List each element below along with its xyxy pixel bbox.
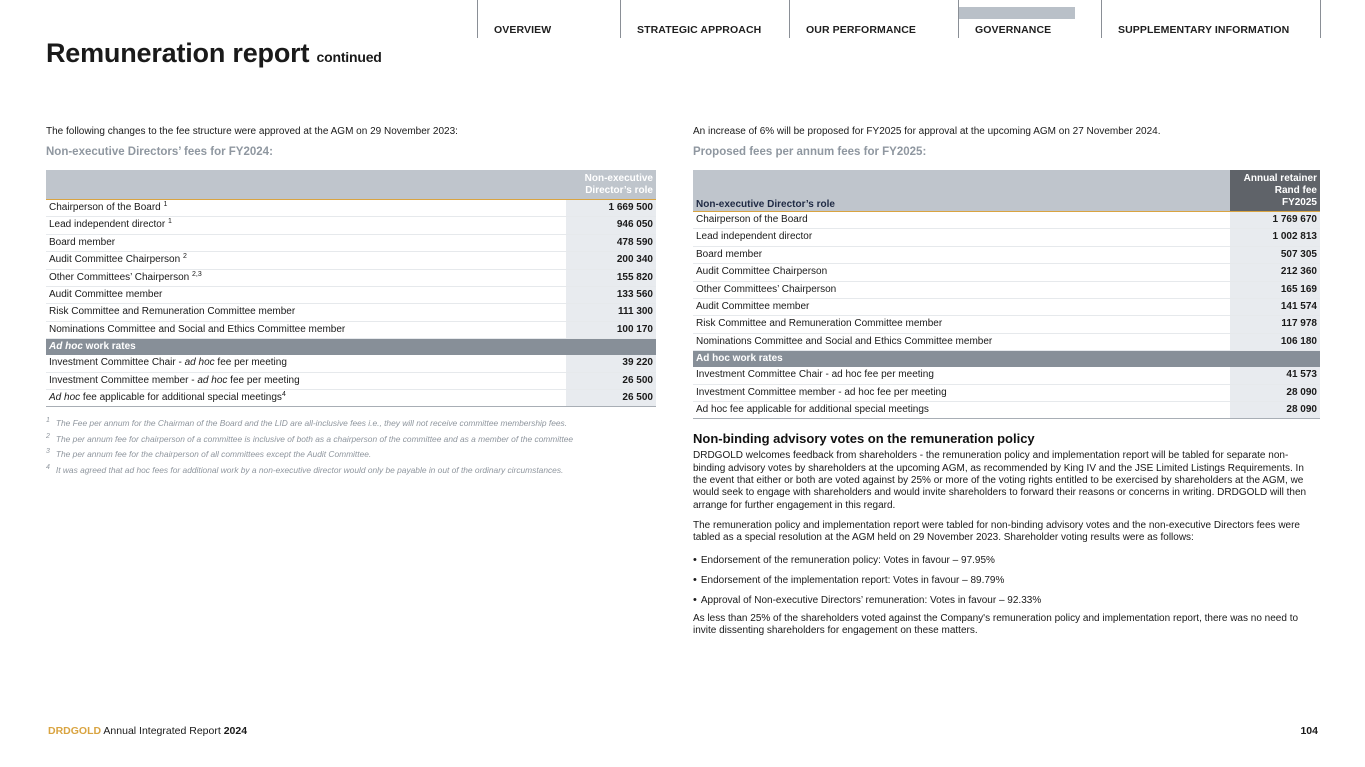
footnote-ref: 4 (281, 391, 286, 399)
role-cell: Investment Committee member - ad hoc fee per meeting (693, 384, 1230, 401)
nav-tab-label: SUPPLEMENTARY INFORMATION (1118, 24, 1290, 36)
role-cell: Chairperson of the Board (693, 212, 1230, 229)
footer-brand: DRDGOLD (48, 725, 102, 737)
role-cell (46, 304, 566, 321)
list-item (693, 593, 1320, 613)
footnote-ref: 2 (182, 253, 187, 261)
adhoc-band-text: work rates (82, 341, 136, 353)
header-line: FY2025 (1281, 197, 1317, 208)
page-number: 104 (1300, 725, 1318, 737)
role-cell (46, 269, 566, 286)
role-text: Nominations Committee and Social and Ethics Committee member (49, 323, 346, 335)
role-cell: Other Committees’ Chairperson (693, 281, 1230, 298)
table-row (46, 372, 656, 389)
table-row (46, 355, 656, 372)
role-cell: Investment Committee Chair - ad hoc fee per meeting (693, 367, 1230, 384)
fee-cell: 100 170 (566, 321, 656, 338)
role-cell (46, 355, 566, 372)
role-cell: Board member (693, 246, 1230, 263)
fy2024-fees-table (46, 170, 656, 407)
role-cell: Lead independent director (693, 229, 1230, 246)
paragraph: DRDGOLD welcomes feedback from shareholders - the remuneration policy and implementation report will be tabled for separate non-binding advisory votes by shareholders at the upcoming AGM, as recommended by King IV and the JSE Limited Listings Requirements. In the event that either or both are voted against by 25% or more of the voting rights entitled to be exercised by shareholders at the AGM, we would seek to engage with shareholders and would invite shareholders to forward their reasons or concerns in writing. DRDGOLD will then arrange for further engagement in this regard. (693, 450, 1307, 511)
role-text: Audit Committee member (49, 289, 163, 301)
active-tab-marker (959, 7, 1075, 19)
footnote (46, 463, 656, 479)
role-cell: Audit Committee member (693, 299, 1230, 316)
adhoc-band (46, 339, 656, 356)
header-line: Annual retainer (1243, 173, 1317, 184)
footnote (46, 416, 656, 432)
table-header-value (1230, 170, 1320, 212)
footnotes (46, 416, 656, 478)
adhoc-band: Ad hoc work rates (693, 351, 1320, 368)
footnote (46, 447, 656, 463)
fee-cell: 133 560 (566, 287, 656, 304)
table-row (46, 200, 656, 217)
fee-cell: 1 669 500 (566, 200, 656, 217)
footnote-number: 3 (46, 448, 50, 456)
fee-cell: 26 500 (566, 390, 656, 407)
nav-tab-label: OVERVIEW (494, 24, 552, 36)
fee-cell: 1 002 813 (1230, 229, 1320, 246)
footnote-number: 1 (46, 417, 50, 425)
role-text-italic: ad hoc (184, 357, 215, 369)
table-header-role: Non-executive Director’s role (693, 170, 1230, 212)
footer-year: 2024 (223, 725, 248, 737)
fee-cell: 141 574 (1230, 299, 1320, 316)
role-cell (46, 252, 566, 269)
footnote (46, 432, 656, 448)
table-row (693, 367, 1320, 384)
table-row (693, 229, 1320, 246)
fee-cell: 478 590 (566, 234, 656, 251)
left-intro: The following changes to the fee structure were approved at the AGM on 29 November 2023: (46, 126, 458, 137)
paragraph: As less than 25% of the shareholders voted against the Company's remuneration policy and implementation report, there was no need to invite dissenting shareholders for engagement on these matters. (693, 612, 1299, 636)
right-subheading: Proposed fees per annum fees for FY2025: (693, 146, 927, 158)
page-title-main: Remuneration report (46, 38, 310, 68)
role-text: fee applicable for additional special meetings (80, 392, 282, 404)
table-row (693, 264, 1320, 281)
table-row (46, 304, 656, 321)
table-row (46, 252, 656, 269)
role-text-italic: Ad hoc (49, 392, 81, 404)
table-row (46, 287, 656, 304)
footnote-number: 2 (46, 432, 50, 440)
list-item (693, 573, 1320, 593)
role-text: Audit Committee Chairperson (49, 254, 181, 266)
nav-tab-label: GOVERNANCE (975, 24, 1052, 36)
fee-cell: 28 090 (1230, 402, 1320, 419)
fee-cell: 946 050 (566, 217, 656, 234)
adhoc-band-row (693, 351, 1320, 368)
fy2025-fees-table (693, 170, 1320, 419)
right-intro: An increase of 6% will be proposed for FY2025 for approval at the upcoming AGM on 27 November 2024. (693, 126, 1161, 137)
role-text: Risk Committee and Remuneration Committee member (49, 306, 296, 318)
list-item (693, 553, 1320, 573)
footnote-text: The Fee per annum for the Chairman of the Board and the LID are all-inclusive fees i.e., they will not receive committee membership fees. (55, 418, 568, 429)
table-row (693, 316, 1320, 333)
role-text: Board member (49, 236, 116, 248)
section-heading: Non-binding advisory votes on the remuneration policy (693, 431, 1035, 447)
role-cell (46, 372, 566, 389)
role-cell (46, 234, 566, 251)
fee-cell: 1 769 670 (1230, 212, 1320, 229)
fee-cell: 200 340 (566, 252, 656, 269)
table-row (46, 234, 656, 251)
fee-cell: 106 180 (1230, 333, 1320, 350)
footnote-text: It was agreed that ad hoc fees for additional work by a non-executive director would only be payable in out of the ordinary circumstances. (55, 464, 564, 475)
list-item-text: Endorsement of the remuneration policy: Votes in favour – 97.95% (700, 554, 995, 566)
list-item-text: Approval of Non-executive Directors’ remuneration: Votes in favour – 92.33% (700, 594, 1042, 606)
adhoc-band-italic: Ad hoc (49, 341, 83, 353)
bullet-icon: • (693, 593, 697, 606)
footer (48, 725, 247, 737)
fee-cell: 165 169 (1230, 281, 1320, 298)
role-text-italic: ad hoc (197, 374, 228, 386)
table-row (693, 212, 1320, 229)
role-cell (46, 390, 566, 407)
nav-tab-overview[interactable] (477, 0, 620, 38)
role-cell (46, 217, 566, 234)
header-line: Non-executive (584, 173, 653, 184)
footnote-ref: 1 (167, 218, 172, 226)
nav-tab-supplementary-information[interactable] (1101, 0, 1321, 38)
table-row (46, 217, 656, 234)
fee-cell: 28 090 (1230, 384, 1320, 401)
voting-results-list (693, 553, 1320, 613)
fee-cell: 212 360 (1230, 264, 1320, 281)
paragraph: The remuneration policy and implementation report were tabled for non-binding advisory votes and the non-executive Directors fees were tabled as a special resolution at the AGM held on 29 November 2023. Shareholder voting results were as follows: (693, 519, 1300, 544)
footnote-number: 4 (46, 463, 50, 471)
fee-cell: 155 820 (566, 269, 656, 286)
role-cell: Ad hoc fee applicable for additional special meetings (693, 402, 1230, 419)
role-text: Chairperson of the Board (49, 202, 161, 213)
role-cell (46, 321, 566, 338)
header-line: Rand fee (1274, 185, 1317, 196)
bullet-icon: • (693, 553, 697, 566)
footer-report: Annual Integrated Report (101, 725, 224, 737)
table-header-value (566, 170, 656, 200)
role-text: fee per meeting (227, 374, 300, 386)
fee-cell: 41 573 (1230, 367, 1320, 384)
table-header-blank (46, 170, 566, 200)
right-column (693, 125, 1320, 645)
footnote-ref: 2,3 (192, 270, 202, 278)
footnote-ref: 1 (163, 201, 168, 208)
table-header-row (693, 170, 1320, 212)
table-row (693, 281, 1320, 298)
left-subheading: Non-executive Directors’ fees for FY2024: (46, 146, 273, 158)
role-cell: Nominations Committee and Social and Ethics Committee member (693, 333, 1230, 350)
role-text: Lead independent director (49, 219, 166, 231)
table-row (46, 269, 656, 286)
nav-tab-our-performance[interactable] (789, 0, 958, 38)
role-cell (46, 200, 566, 217)
role-cell: Risk Committee and Remuneration Committee member (693, 316, 1230, 333)
fee-cell: 26 500 (566, 372, 656, 389)
role-text: fee per meeting (214, 357, 287, 369)
footnote-text: The per annum fee for the chairperson of all committees except the Audit Committee. (55, 449, 372, 460)
nav-tab-label: STRATEGIC APPROACH (637, 24, 762, 36)
header-line: Director’s role (585, 185, 653, 196)
list-item-text: Endorsement of the implementation report: Votes in favour – 89.79% (700, 574, 1005, 586)
fee-cell: 507 305 (1230, 246, 1320, 263)
table-row (46, 321, 656, 338)
page-title (46, 38, 382, 69)
adhoc-band-row (46, 339, 656, 356)
left-column (46, 125, 656, 478)
table-row (693, 402, 1320, 419)
top-navigation (477, 0, 1321, 38)
fee-cell: 117 978 (1230, 316, 1320, 333)
table-row (693, 333, 1320, 350)
fee-cell: 111 300 (566, 304, 656, 321)
table-row (693, 246, 1320, 263)
role-cell: Audit Committee Chairperson (693, 264, 1230, 281)
role-cell (46, 287, 566, 304)
nav-tab-strategic-approach[interactable] (620, 0, 789, 38)
page-title-continued: continued (316, 49, 382, 65)
role-text: Investment Committee Chair - (49, 357, 185, 369)
nav-tab-label: OUR PERFORMANCE (806, 24, 917, 36)
table-row (46, 390, 656, 407)
role-text: Investment Committee member - (49, 374, 198, 386)
table-row (693, 384, 1320, 401)
nav-tab-governance[interactable] (958, 0, 1101, 38)
fee-cell: 39 220 (566, 355, 656, 372)
bullet-icon: • (693, 573, 697, 586)
table-header-row (46, 170, 656, 200)
footnote-text: The per annum fee for chairperson of a committee is inclusive of both as a chairperson of the committee and as a member of the committee (55, 433, 574, 444)
role-text: Other Committees’ Chairperson (49, 271, 190, 283)
table-row (693, 299, 1320, 316)
